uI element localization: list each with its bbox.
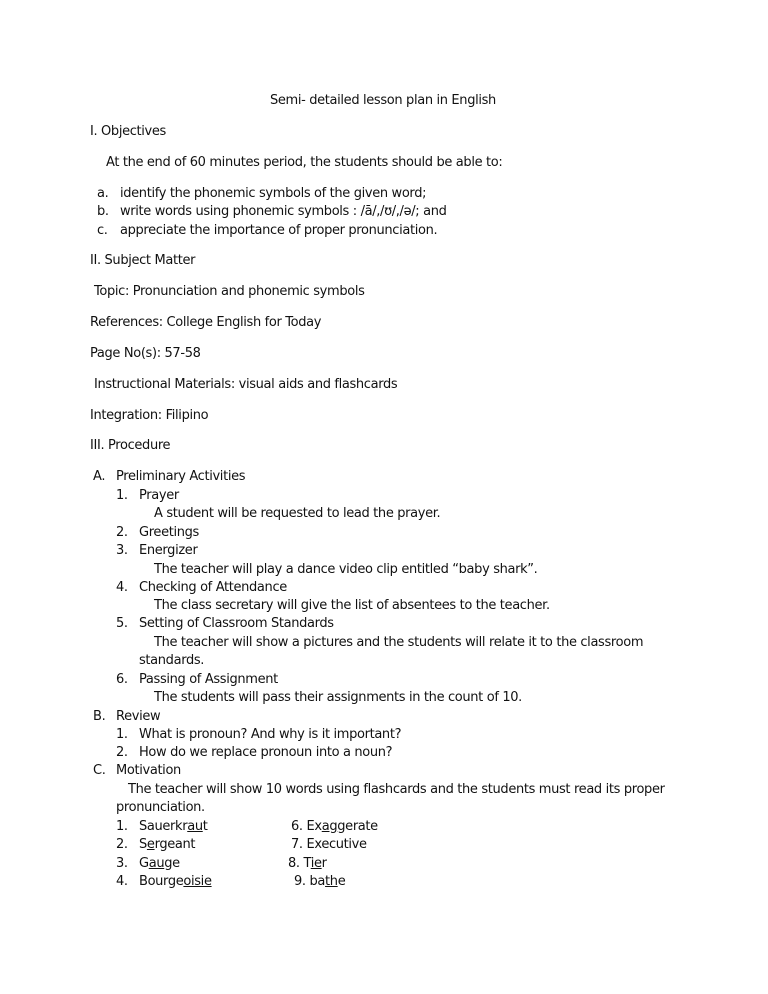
activity-label: Energizer (139, 543, 198, 558)
word-item: 9. bathe (294, 874, 346, 889)
review-marker: 2. (116, 745, 128, 760)
word-item: 8. Tier (288, 856, 327, 871)
references-line: References: College English for Today (90, 315, 322, 330)
activity-detail: The students will pass their assignments in the count of 10. (154, 690, 522, 705)
activity-marker: 3. (116, 543, 128, 558)
activity-label: Setting of Classroom Standards (139, 616, 334, 631)
activity-marker: 5. (116, 616, 128, 631)
word-marker: 4. (116, 874, 128, 889)
objectives-intro: At the end of 60 minutes period, the students should be able to: (106, 155, 503, 170)
objective-marker: a. (97, 186, 109, 201)
objective-item: write words using phonemic symbols : /ā/,/ʊ/,/ə/; and (120, 204, 447, 219)
word-item: Sergeant (139, 837, 196, 852)
topic-line: Topic: Pronunciation and phonemic symbols (94, 284, 365, 299)
activity-label: Passing of Assignment (139, 672, 278, 687)
activity-label: Checking of Attendance (139, 580, 287, 595)
section-c-marker: C. (93, 763, 106, 778)
procedure-heading: III. Procedure (90, 438, 171, 453)
section-a-label: Preliminary Activities (116, 469, 246, 484)
section-b-marker: B. (93, 709, 106, 724)
word-marker: 2. (116, 837, 128, 852)
objective-marker: c. (97, 223, 108, 238)
activity-label: Prayer (139, 488, 179, 503)
activity-marker: 4. (116, 580, 128, 595)
motivation-intro: The teacher will show 10 words using flashcards and the students must read its proper (128, 782, 665, 797)
review-marker: 1. (116, 727, 128, 742)
word-item: Sauerkraut (139, 819, 208, 834)
activity-marker: 6. (116, 672, 128, 687)
word-item: 6. Exaggerate (291, 819, 378, 834)
activity-detail: A student will be requested to lead the prayer. (154, 506, 441, 521)
motivation-intro-continued: pronunciation. (116, 800, 205, 815)
word-item: Bourgeoisie (139, 874, 212, 889)
activity-detail: The class secretary will give the list of absentees to the teacher. (154, 598, 550, 613)
integration-line: Integration: Filipino (90, 408, 209, 423)
objectives-heading: I. Objectives (90, 124, 166, 139)
activity-detail: The teacher will show a pictures and the students will relate it to the classroom (154, 635, 644, 650)
word-marker: 1. (116, 819, 128, 834)
document-title: Semi- detailed lesson plan in English (270, 93, 496, 108)
subject-matter-heading: II. Subject Matter (90, 253, 196, 268)
objective-marker: b. (97, 204, 109, 219)
word-item: Gauge (139, 856, 180, 871)
activity-detail-continued: standards. (139, 653, 205, 668)
section-c-label: Motivation (116, 763, 181, 778)
review-question: What is pronoun? And why is it important? (139, 727, 402, 742)
pages-line: Page No(s): 57-58 (90, 346, 201, 361)
materials-line: Instructional Materials: visual aids and flashcards (94, 377, 398, 392)
activity-detail: The teacher will play a dance video clip entitled “baby shark”. (154, 562, 538, 577)
activity-label: Greetings (139, 525, 199, 540)
section-b-label: Review (116, 709, 161, 724)
activity-marker: 1. (116, 488, 128, 503)
objective-item: identify the phonemic symbols of the given word; (120, 186, 427, 201)
activity-marker: 2. (116, 525, 128, 540)
word-marker: 3. (116, 856, 128, 871)
objective-item: appreciate the importance of proper pronunciation. (120, 223, 438, 238)
section-a-marker: A. (93, 469, 106, 484)
review-question: How do we replace pronoun into a noun? (139, 745, 393, 760)
word-item: 7. Executive (291, 837, 367, 852)
